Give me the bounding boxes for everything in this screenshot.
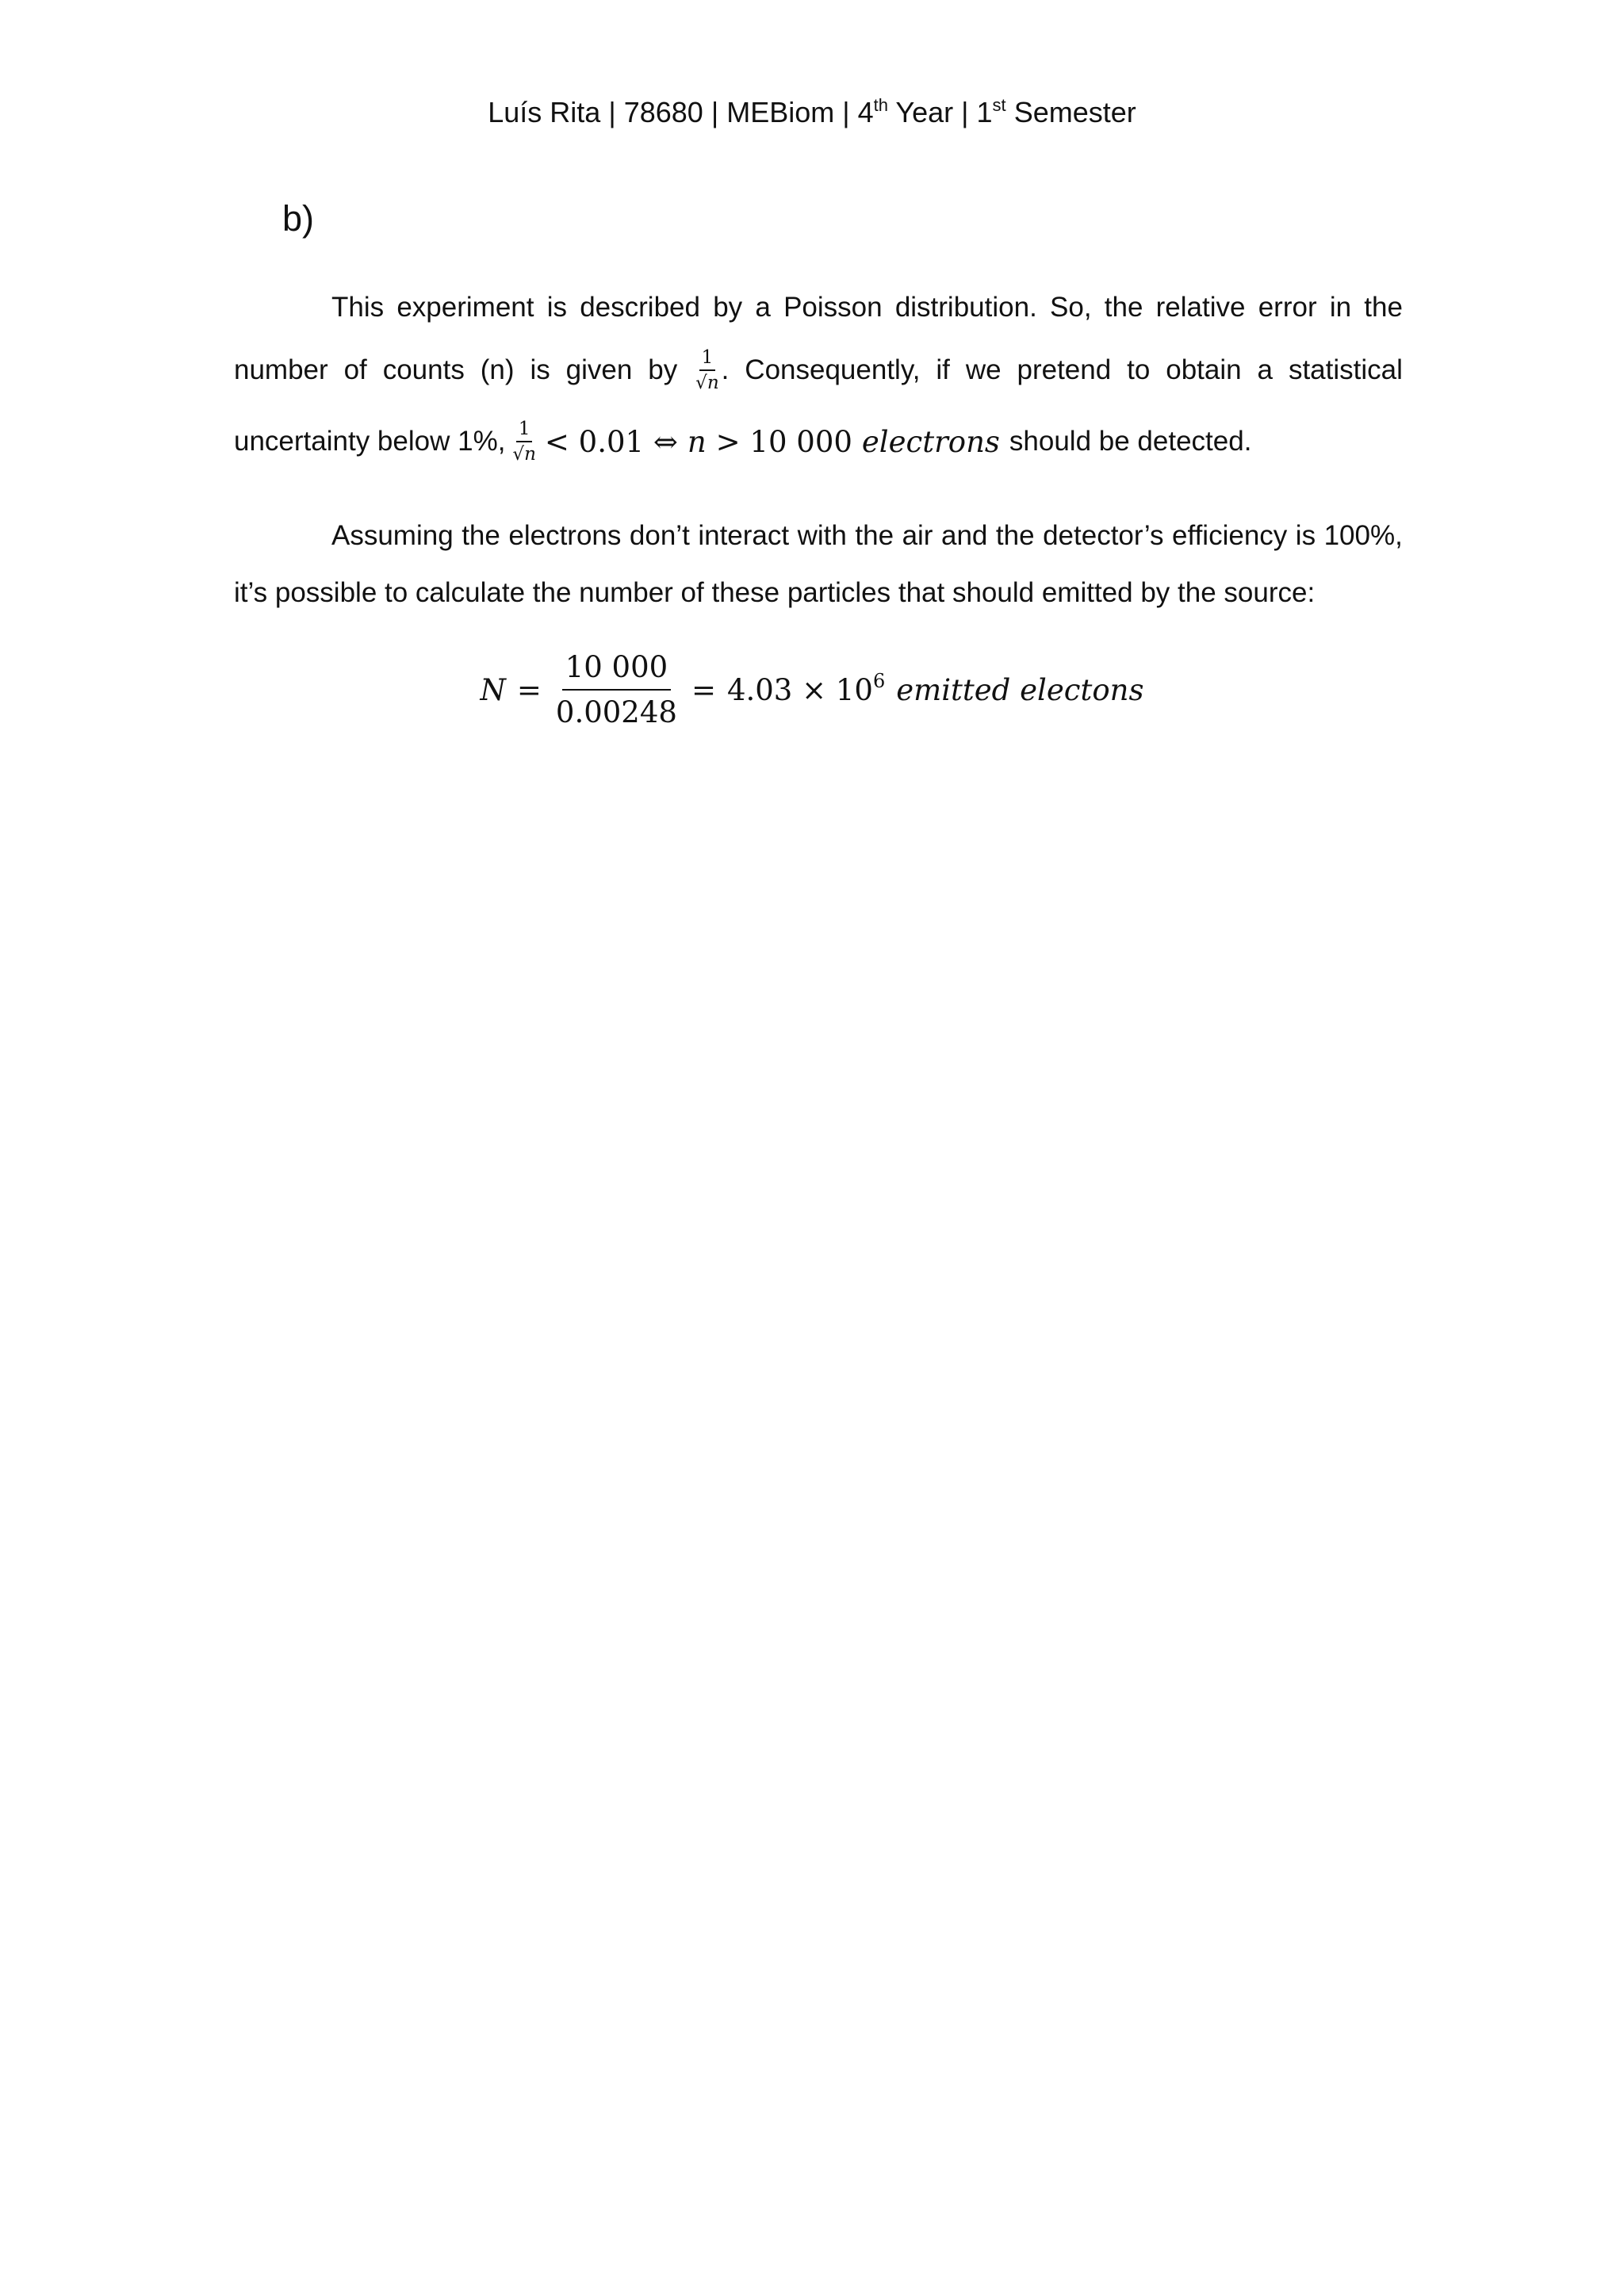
paragraph-2-line-2-text: it’s possible to calculate the number of these particles that should emitted by the source: bbox=[234, 577, 1316, 608]
paragraph-1-line-2-word: Consequently, bbox=[745, 354, 921, 385]
paragraph-1-line-1-word: the bbox=[1104, 292, 1143, 323]
paragraph-1-line-1-word: by bbox=[713, 292, 743, 323]
paragraph-2-line-1-word: Assuming bbox=[331, 520, 454, 551]
paragraph-1-line-2-word: we bbox=[965, 354, 1002, 385]
header-separator: | bbox=[842, 96, 850, 128]
paragraph-1-line-1-word: described bbox=[580, 292, 700, 323]
paragraph-2-line-2 bbox=[234, 574, 1403, 612]
paragraph-2-line-1-word: the bbox=[855, 520, 894, 551]
line-3-start-text: uncertainty below 1%, bbox=[234, 426, 506, 457]
paragraph-1-line-1-word: Poisson bbox=[783, 292, 883, 323]
paragraph-2-line-1 bbox=[234, 517, 1403, 555]
paragraph-2-line-1-word: air bbox=[902, 520, 933, 551]
semester-label: 1st Semester bbox=[976, 95, 1136, 128]
paragraph-1-line-1-word: So, bbox=[1050, 292, 1092, 323]
paragraph-1-line-1-word: error bbox=[1258, 292, 1317, 323]
paragraph-1-line-1-word: relative bbox=[1155, 292, 1246, 323]
course-name: MEBiom bbox=[726, 96, 835, 128]
header-separator: | bbox=[961, 96, 969, 128]
paragraph-1-line-2-word: is bbox=[530, 354, 550, 385]
student-number: 78680 bbox=[623, 96, 703, 128]
author-name: Luís Rita bbox=[488, 96, 601, 128]
paragraph-1-line-2-word: a bbox=[1257, 354, 1274, 385]
paragraph-2-line-1-word: electrons bbox=[508, 520, 622, 551]
threshold-text: > 10 000 bbox=[715, 424, 852, 459]
emitted-electrons-equation bbox=[0, 649, 1624, 732]
paragraph-2-line-1-word: interact bbox=[698, 520, 790, 551]
paragraph-1-line-1-word: in bbox=[1329, 292, 1352, 323]
paragraph-1-line-1 bbox=[234, 289, 1403, 327]
equation-equals-2: = bbox=[691, 673, 716, 707]
equation-unit: emitted electons bbox=[896, 673, 1144, 707]
variable-n: n bbox=[687, 424, 707, 459]
paragraph-2-line-1-word: with bbox=[797, 520, 847, 551]
paragraph-1-line-3 bbox=[234, 415, 1403, 468]
paragraph-1-line-2-word: number bbox=[234, 354, 328, 385]
paragraph-2-line-1-word: 100%, bbox=[1323, 520, 1403, 551]
paragraph-1 bbox=[234, 289, 1403, 468]
paragraph-2-line-1-word: efficiency bbox=[1172, 520, 1288, 551]
inverse-sqrt-fraction: $\frac{1}{√n}$ bbox=[512, 419, 536, 465]
paragraph-1-line-2-word: given bbox=[565, 354, 633, 385]
paragraph-1-line-2-word: statistical bbox=[1288, 354, 1403, 385]
running-header bbox=[0, 94, 1624, 132]
paragraph-1-line-2-word: if bbox=[936, 354, 950, 385]
equation-denominator: 0.00248 bbox=[555, 695, 677, 729]
equation-result: $4.03 \times 10^6$ bbox=[726, 670, 886, 707]
paragraph-1-line-2-word: obtain bbox=[1166, 354, 1242, 385]
section-label: b) bbox=[282, 198, 315, 239]
paragraph-1-line-2-word: (n) bbox=[480, 354, 515, 385]
fraction-period: . bbox=[721, 354, 730, 385]
inverse-sqrt-fraction-inline bbox=[693, 347, 729, 393]
equation-numerator: 10 000 bbox=[562, 649, 671, 691]
paragraph-1-line-2-word: pretend bbox=[1017, 354, 1112, 385]
inverse-sqrt-fraction: $\frac{1}{√n}$ bbox=[695, 347, 719, 393]
unit-electrons: electrons bbox=[861, 424, 1000, 459]
paragraph-1-line-1-word: the bbox=[1364, 292, 1403, 323]
paragraph-2 bbox=[234, 517, 1403, 612]
equation-equals-1: = bbox=[516, 673, 542, 707]
paragraph-1-line-1-word: distribution. bbox=[894, 292, 1037, 323]
paragraph-1-line-1-word: This bbox=[331, 292, 385, 323]
paragraph-1-line-1-word: a bbox=[755, 292, 771, 323]
header-separator: | bbox=[710, 96, 719, 128]
paragraph-2-line-1-word: is bbox=[1295, 520, 1316, 551]
paragraph-1-line-2-word: counts bbox=[382, 354, 465, 385]
paragraph-2-line-1-word: don’t bbox=[629, 520, 690, 551]
line-3-end-text: should be detected. bbox=[1009, 426, 1252, 457]
paragraph-2-line-1-word: the bbox=[462, 520, 500, 551]
header-separator: | bbox=[608, 96, 616, 128]
year-label: 4th Year bbox=[857, 95, 954, 128]
paragraph-1-line-2 bbox=[234, 344, 1403, 396]
paragraph-1-line-1-word: experiment bbox=[396, 292, 534, 323]
equation-lhs: N bbox=[480, 673, 506, 707]
paragraph-1-line-2-word: to bbox=[1127, 354, 1151, 385]
paragraph-1-line-2-word: by bbox=[648, 354, 678, 385]
paragraph-1-line-1-word: is bbox=[546, 292, 567, 323]
equation-fraction bbox=[553, 649, 680, 732]
paragraph-2-line-1-word: and bbox=[940, 520, 988, 551]
paragraph-2-line-1-word: the bbox=[995, 520, 1035, 551]
inequality-text: < 0.01 ⇔ bbox=[544, 424, 678, 459]
paragraph-2-line-1-word: detector’s bbox=[1043, 520, 1164, 551]
paragraph-1-line-2-word: of bbox=[343, 354, 367, 385]
